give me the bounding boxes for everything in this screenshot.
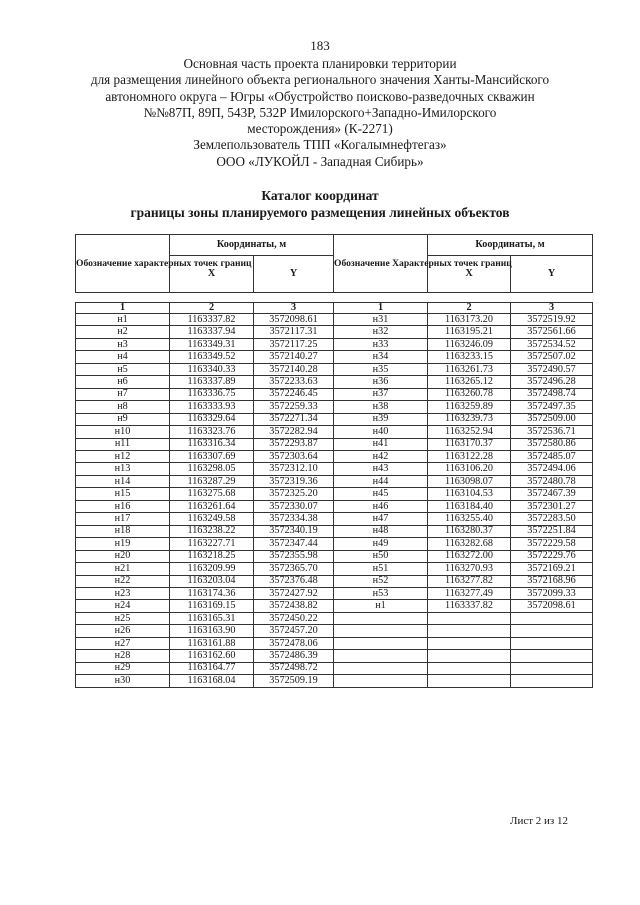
header-point-label-right: Обозначение Характерных точек границ: [334, 235, 428, 293]
table-cell: н39: [334, 413, 428, 425]
table-cell: 1163337.94: [170, 326, 254, 338]
table-cell: 3572580.86: [511, 438, 593, 450]
header-line: автономного округа – Югры «Обустройство поисково-разведочных скважин: [105, 88, 535, 104]
table-cell: 1163261.73: [428, 363, 511, 375]
table-cell: 1163161.88: [170, 637, 254, 649]
table-cell: [334, 625, 428, 637]
table-cell: [511, 662, 593, 674]
table-cell: 1163333.93: [170, 401, 254, 413]
table-cell: 3572355.98: [254, 550, 334, 562]
table-cell: 1163249.58: [170, 513, 254, 525]
table-row: [76, 513, 593, 525]
table-cell: 1163316.34: [170, 438, 254, 450]
table-cell: 3572340.19: [254, 525, 334, 537]
table-cell: н42: [334, 450, 428, 462]
table-row: [76, 338, 593, 350]
table-cell: 3572117.25: [254, 338, 334, 350]
table-cell: н36: [334, 376, 428, 388]
table-cell: [334, 650, 428, 662]
table-cell: [511, 612, 593, 624]
header-point-label-left: Обозначение характерных точек границ: [76, 235, 170, 293]
table-cell: 1163173.20: [428, 314, 511, 326]
table-cell: [334, 637, 428, 649]
table-cell: 3572438.82: [254, 600, 334, 612]
table-cell: н4: [76, 351, 170, 363]
table-cell: 1163098.07: [428, 475, 511, 487]
table-cell: н30: [76, 675, 170, 688]
table-cell: 3572365.70: [254, 563, 334, 575]
table-row: [76, 326, 593, 338]
table-row: [76, 488, 593, 500]
table-cell: н16: [76, 500, 170, 512]
table-cell: н35: [334, 363, 428, 375]
table-cell: 1163170.37: [428, 438, 511, 450]
table-cell: н6: [76, 376, 170, 388]
table-cell: 3572099.33: [511, 587, 593, 599]
table-cell: н45: [334, 488, 428, 500]
table-cell: н48: [334, 525, 428, 537]
table-cell: 1163337.82: [428, 600, 511, 612]
table-cell: [428, 612, 511, 624]
table-cell: 1163260.78: [428, 388, 511, 400]
table-cell: 1163195.21: [428, 326, 511, 338]
table-cell: 1163287.29: [170, 475, 254, 487]
table-cell: 1163165.31: [170, 612, 254, 624]
table-cell: н18: [76, 525, 170, 537]
table-cell: 3572519.92: [511, 314, 593, 326]
table-cell: н46: [334, 500, 428, 512]
table-cell: н20: [76, 550, 170, 562]
table-cell: [428, 625, 511, 637]
table-cell: 3572534.52: [511, 338, 593, 350]
header-x-right: X: [428, 256, 511, 293]
table-cell: 1163218.25: [170, 550, 254, 562]
coordinates-table: [75, 234, 593, 688]
header-line: Землепользователь ТПП «Когалымнефтегаз»: [193, 137, 447, 153]
table-row: [76, 314, 593, 326]
table-cell: н49: [334, 538, 428, 550]
table-cell: 3572490.57: [511, 363, 593, 375]
table-cell: 3572486.39: [254, 650, 334, 662]
table-cell: 3572498.72: [254, 662, 334, 674]
table-cell: 1163209.99: [170, 563, 254, 575]
table-cell: н11: [76, 438, 170, 450]
table-cell: [511, 675, 593, 688]
table-cell: н53: [334, 587, 428, 599]
table-cell: [334, 662, 428, 674]
column-number: 1: [334, 303, 428, 314]
table-row: [76, 600, 593, 612]
table-cell: 1163233.15: [428, 351, 511, 363]
table-row: [76, 675, 593, 688]
table-row: [76, 563, 593, 575]
table-cell: 3572536.71: [511, 426, 593, 438]
table-cell: н13: [76, 463, 170, 475]
table-cell: 3572319.36: [254, 475, 334, 487]
table-cell: 3572496.28: [511, 376, 593, 388]
header-y-right: Y: [511, 256, 593, 293]
table-row: [76, 388, 593, 400]
table-cell: 1163329.64: [170, 413, 254, 425]
table-cell: 1163168.04: [170, 675, 254, 688]
table-cell: 1163252.94: [428, 426, 511, 438]
table-row: [76, 463, 593, 475]
table-row: [76, 475, 593, 487]
table-cell: 1163259.89: [428, 401, 511, 413]
table-cell: 1163174.36: [170, 587, 254, 599]
table-cell: 3572498.74: [511, 388, 593, 400]
table-cell: н5: [76, 363, 170, 375]
title-line: границы зоны планируемого размещения линейных объектов: [130, 205, 510, 220]
table-cell: 3572259.33: [254, 401, 334, 413]
column-number: 2: [170, 303, 254, 314]
table-cell: н32: [334, 326, 428, 338]
table-cell: [428, 650, 511, 662]
table-cell: н34: [334, 351, 428, 363]
title-line: Каталог координат: [261, 188, 379, 203]
table-cell: [334, 675, 428, 688]
table-row: [76, 650, 593, 662]
table-cell: н37: [334, 388, 428, 400]
table-cell: н1: [76, 314, 170, 326]
table-cell: 1163122.28: [428, 450, 511, 462]
table-cell: 3572140.27: [254, 351, 334, 363]
table-cell: н52: [334, 575, 428, 587]
table-cell: [428, 662, 511, 674]
table-cell: 1163255.40: [428, 513, 511, 525]
table-cell: 1163337.89: [170, 376, 254, 388]
header-line: Основная часть проекта планировки территории: [183, 56, 457, 71]
table-row: [76, 612, 593, 624]
table-cell: 3572293.87: [254, 438, 334, 450]
table-cell: 3572467.39: [511, 488, 593, 500]
table-cell: 3572376.48: [254, 575, 334, 587]
table-cell: н33: [334, 338, 428, 350]
table-cell: н27: [76, 637, 170, 649]
table-cell: [428, 637, 511, 649]
table-cell: 1163162.60: [170, 650, 254, 662]
table-cell: 3572117.31: [254, 326, 334, 338]
table-cell: 3572347.44: [254, 538, 334, 550]
table-cell: 1163239.73: [428, 413, 511, 425]
header-coords-right: Координаты, м: [428, 235, 593, 256]
table-cell: 3572140.28: [254, 363, 334, 375]
table-cell: 1163238.22: [170, 525, 254, 537]
column-number: 3: [511, 303, 593, 314]
table-cell: [334, 612, 428, 624]
table-cell: 1163307.69: [170, 450, 254, 462]
table-cell: 1163261.64: [170, 500, 254, 512]
document-header: [40, 56, 600, 170]
table-cell: 1163104.53: [428, 488, 511, 500]
table-cell: н21: [76, 563, 170, 575]
table-cell: 1163265.12: [428, 376, 511, 388]
table-cell: [511, 625, 593, 637]
table-cell: 3572509.19: [254, 675, 334, 688]
table-cell: н14: [76, 475, 170, 487]
table-cell: 3572301.27: [511, 500, 593, 512]
table-cell: 3572457.20: [254, 625, 334, 637]
table-cell: 3572312.10: [254, 463, 334, 475]
table-cell: [511, 637, 593, 649]
table-row: [76, 587, 593, 599]
table-cell: 1163246.09: [428, 338, 511, 350]
table-cell: н44: [334, 475, 428, 487]
table-row: [76, 450, 593, 462]
table-cell: 3572098.61: [254, 314, 334, 326]
table-cell: 3572229.76: [511, 550, 593, 562]
table-row: [76, 538, 593, 550]
table-cell: 3572450.22: [254, 612, 334, 624]
table-cell: 3572325.20: [254, 488, 334, 500]
table-cell: 1163323.76: [170, 426, 254, 438]
column-number: 3: [254, 303, 334, 314]
table-cell: 3572168.96: [511, 575, 593, 587]
table-cell: 1163340.33: [170, 363, 254, 375]
table-row: [76, 500, 593, 512]
table-row: [76, 351, 593, 363]
column-number: 2: [428, 303, 511, 314]
table-cell: 3572497.35: [511, 401, 593, 413]
table-cell: н40: [334, 426, 428, 438]
table-cell: н15: [76, 488, 170, 500]
header-line: ООО «ЛУКОЙЛ - Западная Сибирь»: [216, 153, 424, 169]
table-cell: 1163280.37: [428, 525, 511, 537]
table-cell: 3572507.02: [511, 351, 593, 363]
table-cell: 3572251.84: [511, 525, 593, 537]
table-cell: 3572303.64: [254, 450, 334, 462]
header-x-left: X: [170, 256, 254, 293]
catalog-title: [20, 187, 620, 221]
table-cell: н23: [76, 587, 170, 599]
table-cell: 1163184.40: [428, 500, 511, 512]
table-cell: 1163336.75: [170, 388, 254, 400]
table-cell: 1163282.68: [428, 538, 511, 550]
table-cell: 3572330.07: [254, 500, 334, 512]
table-cell: 3572509.00: [511, 413, 593, 425]
table-cell: 1163337.82: [170, 314, 254, 326]
table-cell: 1163270.93: [428, 563, 511, 575]
table-cell: 1163275.68: [170, 488, 254, 500]
table-cell: н10: [76, 426, 170, 438]
header-y-left: Y: [254, 256, 334, 293]
table-row: [76, 426, 593, 438]
table-row: [76, 376, 593, 388]
header-line: №№87П, 89П, 543Р, 532Р Имилорского+Западно-Имилорского: [143, 104, 497, 120]
table-cell: н28: [76, 650, 170, 662]
table-cell: 1163203.04: [170, 575, 254, 587]
coordinates-rows: [76, 314, 593, 688]
table-cell: 1163349.52: [170, 351, 254, 363]
table-cell: н38: [334, 401, 428, 413]
table-cell: н51: [334, 563, 428, 575]
table-cell: 3572334.38: [254, 513, 334, 525]
table-cell: н17: [76, 513, 170, 525]
table-cell: 1163349.31: [170, 338, 254, 350]
table-row: [76, 363, 593, 375]
header-line: месторождения» (К-2271): [247, 121, 393, 137]
table-cell: н50: [334, 550, 428, 562]
table-cell: 3572229.58: [511, 538, 593, 550]
table-row: [76, 637, 593, 649]
table-cell: н41: [334, 438, 428, 450]
table-cell: н12: [76, 450, 170, 462]
table-row: [76, 625, 593, 637]
table-row: [76, 550, 593, 562]
table-row: [76, 401, 593, 413]
table-cell: 3572169.21: [511, 563, 593, 575]
table-cell: [511, 650, 593, 662]
table-cell: 1163163.90: [170, 625, 254, 637]
table-cell: н22: [76, 575, 170, 587]
table-row: [76, 525, 593, 537]
table-row: [76, 413, 593, 425]
table-cell: 1163277.49: [428, 587, 511, 599]
table-cell: н9: [76, 413, 170, 425]
table-cell: 3572233.63: [254, 376, 334, 388]
table-cell: н19: [76, 538, 170, 550]
column-number: 1: [76, 303, 170, 314]
table-cell: 1163227.71: [170, 538, 254, 550]
page-number: 183: [310, 38, 330, 53]
table-cell: 3572283.50: [511, 513, 593, 525]
table-cell: 3572246.45: [254, 388, 334, 400]
table-cell: 3572494.06: [511, 463, 593, 475]
table-cell: 3572478.06: [254, 637, 334, 649]
table-cell: 1163272.00: [428, 550, 511, 562]
table-cell: н26: [76, 625, 170, 637]
table-cell: 1163277.82: [428, 575, 511, 587]
table-cell: 3572561.66: [511, 326, 593, 338]
table-row: [76, 438, 593, 450]
table-cell: н8: [76, 401, 170, 413]
table-row: [76, 662, 593, 674]
table-cell: н3: [76, 338, 170, 350]
table-cell: 3572282.94: [254, 426, 334, 438]
table-cell: 3572485.07: [511, 450, 593, 462]
table-cell: 1163298.05: [170, 463, 254, 475]
header-line: для размещения линейного объекта регионального значения Ханты-Мансийского: [90, 72, 550, 88]
table-cell: 3572480.78: [511, 475, 593, 487]
header-gap: [76, 293, 593, 303]
table-cell: 3572098.61: [511, 600, 593, 612]
table-row: [76, 575, 593, 587]
table-cell: н47: [334, 513, 428, 525]
sheet-info: Лист 2 из 12: [510, 815, 569, 827]
table-cell: 1163164.77: [170, 662, 254, 674]
table-cell: 3572271.34: [254, 413, 334, 425]
table-cell: н2: [76, 326, 170, 338]
table-cell: н7: [76, 388, 170, 400]
table-cell: н24: [76, 600, 170, 612]
table-cell: н1: [334, 600, 428, 612]
table-cell: н25: [76, 612, 170, 624]
header-coords-left: Координаты, м: [170, 235, 334, 256]
table-cell: 1163106.20: [428, 463, 511, 475]
table-cell: 1163169.15: [170, 600, 254, 612]
table-cell: н43: [334, 463, 428, 475]
table-cell: н29: [76, 662, 170, 674]
table-cell: 3572427.92: [254, 587, 334, 599]
table-cell: [428, 675, 511, 688]
table-cell: н31: [334, 314, 428, 326]
